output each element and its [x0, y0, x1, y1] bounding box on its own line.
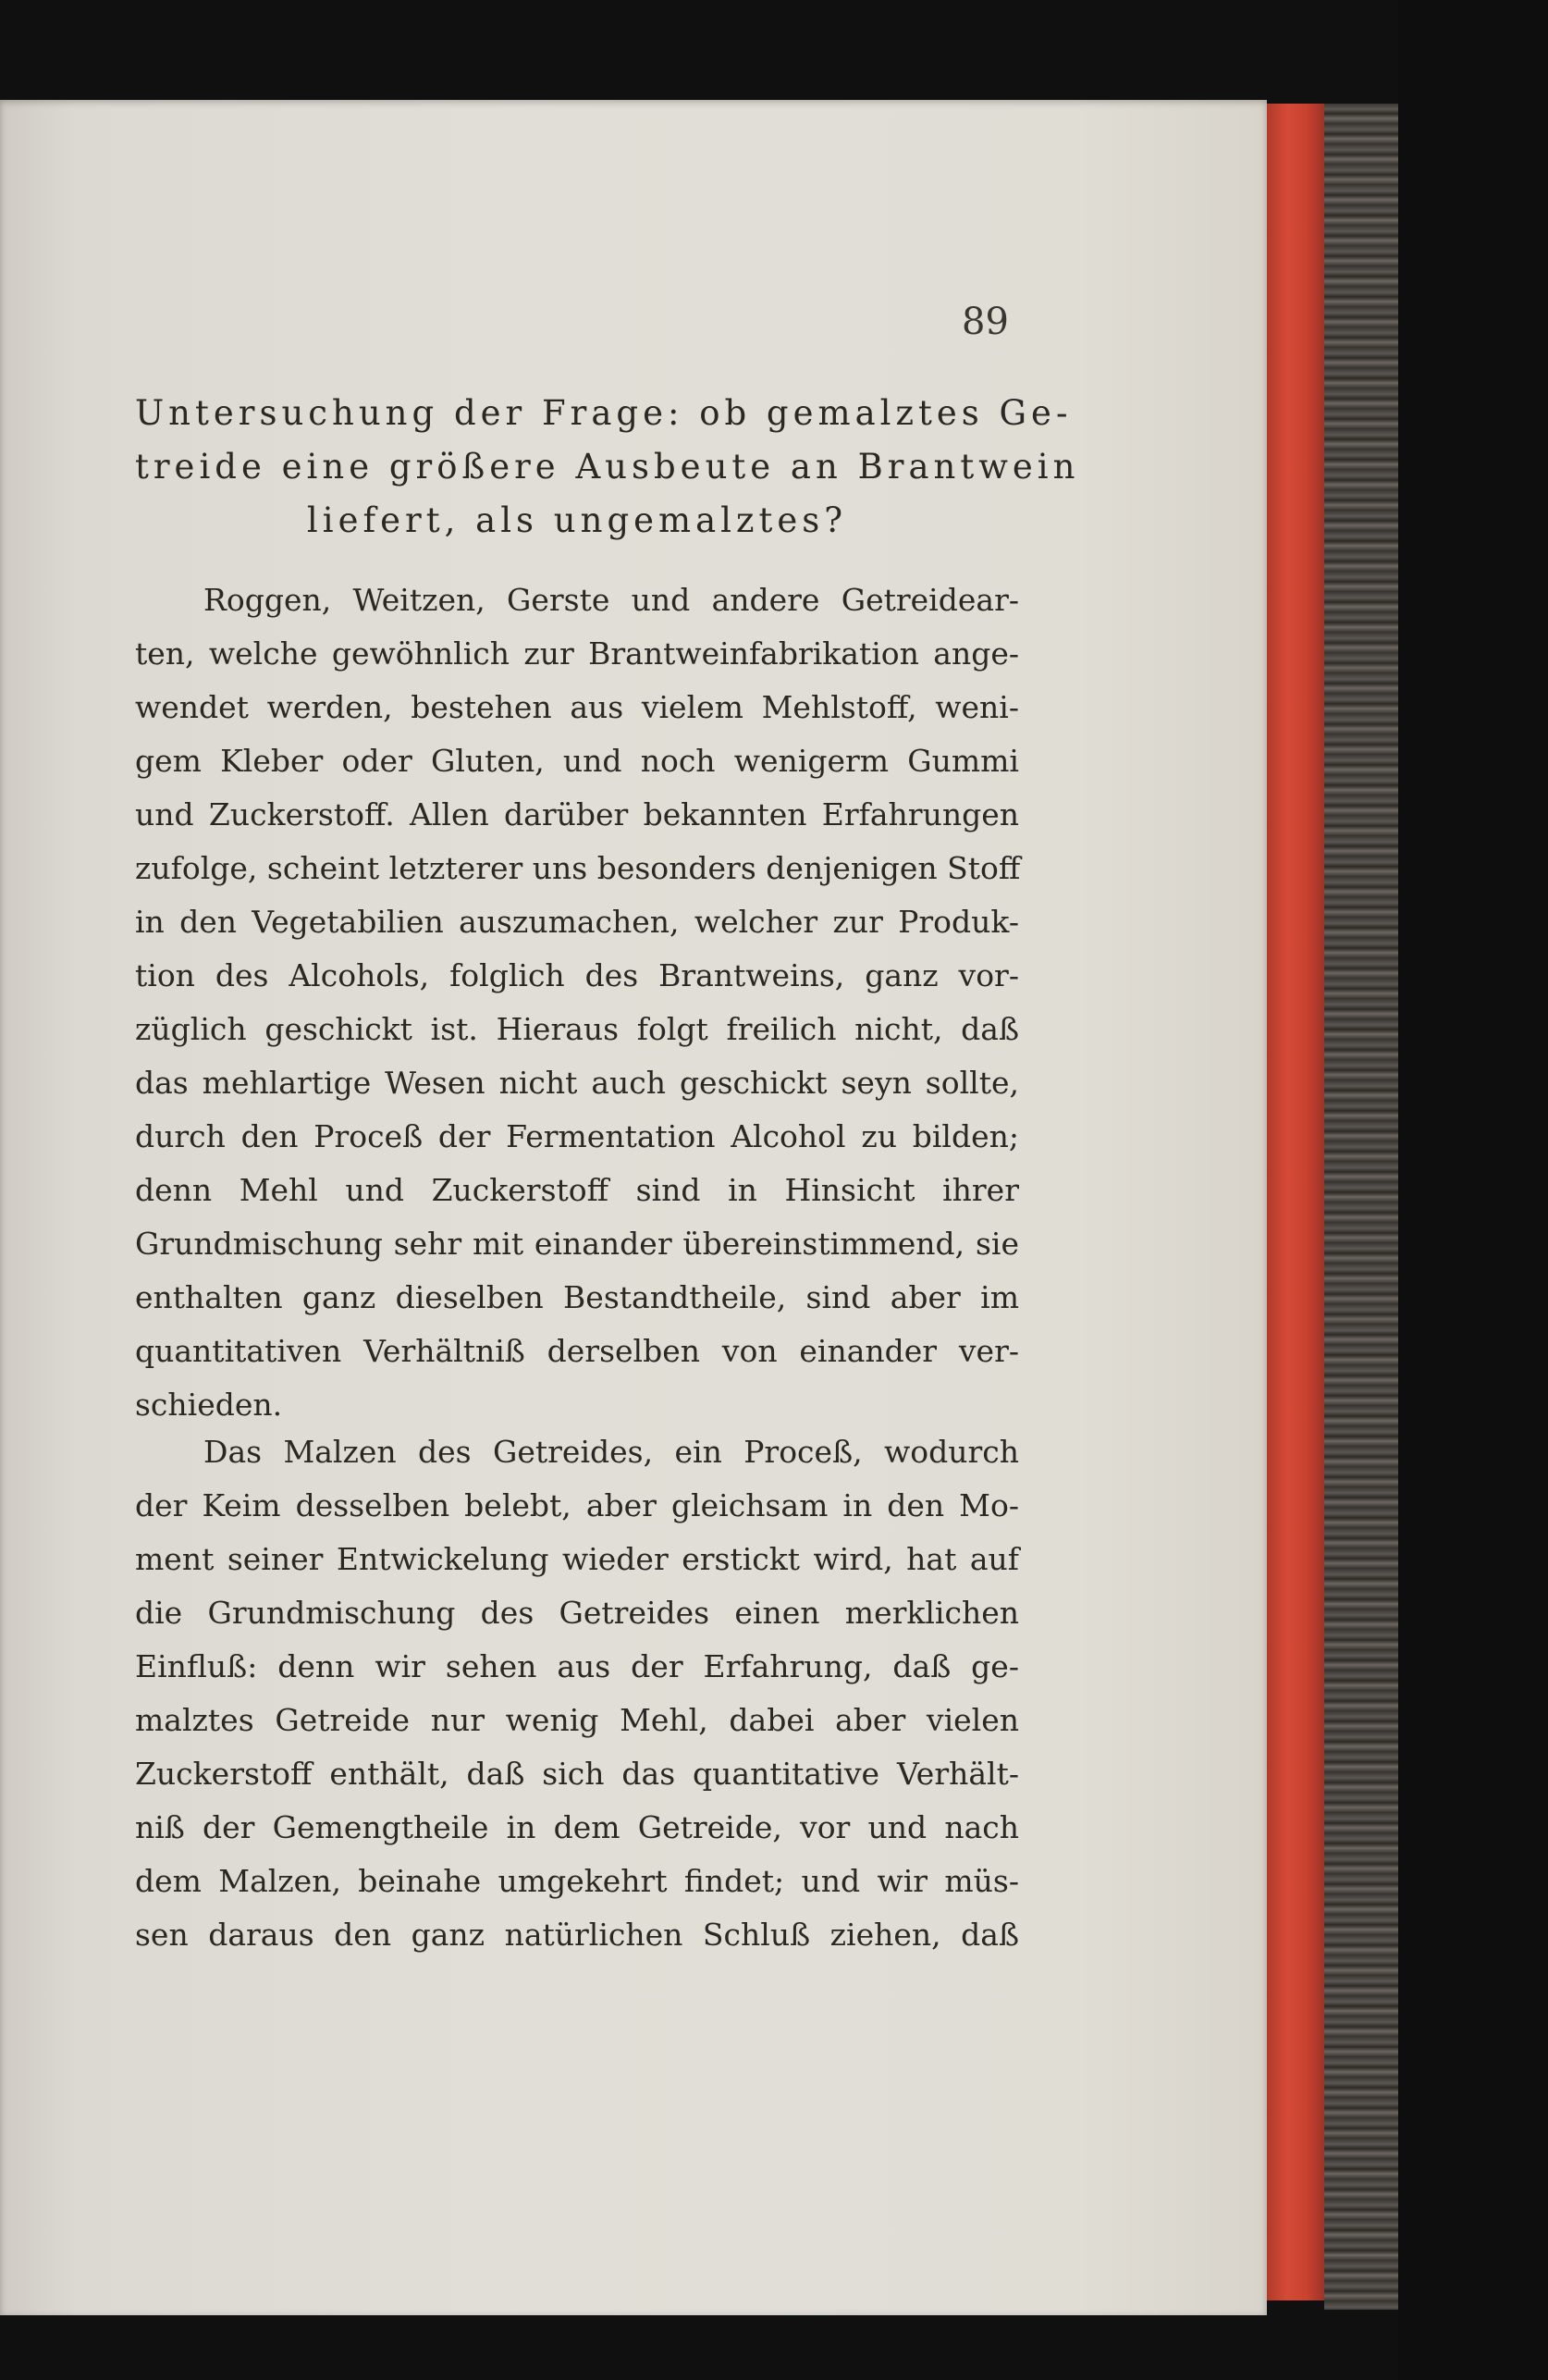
text-line: und Zuckerstoff. Allen darüber bekannten Erfahrungen [135, 796, 1019, 832]
text-line: die Grundmischung des Getreides einen merklichen [135, 1595, 1019, 1631]
text-line: ten, welche gewöhnlich zur Brantweinfabrikation ange- [135, 635, 1019, 672]
text-line: Grundmischung sehr mit einander übereinstimmend, sie [135, 1226, 1019, 1262]
text-line: schieden. [135, 1387, 283, 1423]
text-line: enthalten ganz dieselben Bestandtheile, sind aber im [135, 1279, 1019, 1315]
text-line: tion des Alcohols, folglich des Brantweins, ganz vor- [135, 957, 1019, 993]
text-line: Zuckerstoff enthält, daß sich das quantitative Verhält- [135, 1756, 1019, 1792]
section-heading [135, 387, 1080, 548]
text-line: in den Vegetabilien auszumachen, welcher zur Produk- [135, 904, 1019, 940]
red-page-edges [1267, 104, 1324, 2300]
text-line: das mehlartige Wesen nicht auch geschickt seyn sollte, [135, 1065, 1019, 1101]
paragraph-1 [135, 573, 1019, 1432]
text-line: quantitativen Verhältniß derselben von einander ver- [135, 1333, 1019, 1369]
text-line: ment seiner Entwickelung wieder erstickt wird, hat auf [135, 1541, 1019, 1577]
text-line: Roggen, Weitzen, Gerste und andere Getreidear- [203, 582, 1019, 618]
text-line: durch den Proceß der Fermentation Alcohol zu bilden; [135, 1118, 1019, 1154]
text-line: Einfluß: denn wir sehen aus der Erfahrung, daß ge- [135, 1648, 1019, 1684]
text-line: gem Kleber oder Gluten, und noch wenigerm Gummi [135, 743, 1019, 779]
text-line: Das Malzen des Getreides, ein Proceß, wodurch [203, 1434, 1019, 1470]
heading-line: treide eine größere Ausbeute an Brantwein [135, 447, 1080, 487]
heading-line: Untersuchung der Frage: ob gemalztes Ge- [135, 393, 1073, 433]
paragraph-2 [135, 1425, 1019, 1962]
text-line: sen daraus den ganz natürlichen Schluß ziehen, daß [135, 1917, 1019, 1953]
page-number: 89 [962, 301, 1009, 343]
text-line: niß der Gemengtheile in dem Getreide, vor und nach [135, 1809, 1019, 1845]
text-line: züglich geschickt ist. Hieraus folgt freilich nicht, daß [135, 1011, 1019, 1047]
text-line: malztes Getreide nur wenig Mehl, dabei aber vielen [135, 1702, 1019, 1738]
text-line: wendet werden, bestehen aus vielem Mehlstoff, weni- [135, 689, 1019, 725]
book-cover-edge [1324, 104, 1398, 2310]
background-shadow [1398, 0, 1548, 2380]
text-line: denn Mehl und Zuckerstoff sind in Hinsicht ihrer [135, 1172, 1019, 1208]
heading-line: liefert, als ungemalztes? [306, 500, 848, 540]
text-line: dem Malzen, beinahe umgekehrt findet; und wir müs- [135, 1863, 1019, 1899]
text-line: zufolge, scheint letzterer uns besonders denjenigen Stoff [135, 850, 1021, 886]
text-line: der Keim desselben belebt, aber gleichsam in den Mo- [135, 1487, 1019, 1523]
